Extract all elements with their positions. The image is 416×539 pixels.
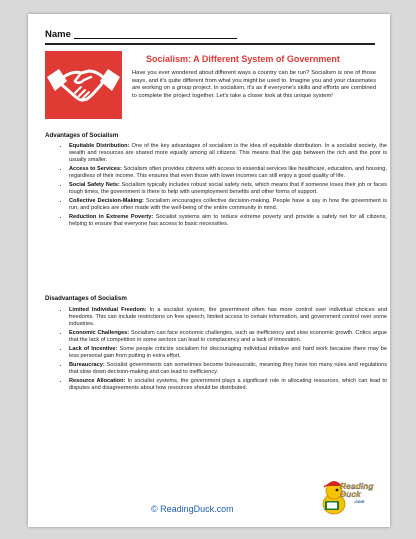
list-item [69, 378, 387, 392]
list-item [69, 330, 387, 344]
name-field [45, 29, 237, 40]
list-item [69, 166, 387, 180]
list-item [69, 214, 387, 228]
item-text: Socialism often provides citizens with access to essential services like healthcare, education, and housing, regardless of their income. This ensures that even those with lower incomes can still enjoy a good quality of life. [69, 166, 387, 180]
item-text: One of the key advantages of socialism is the idea of equitable distribution. In a socialist society, the wealth and resources are shared more equally among all citizens. This means that the gap between the rich and the poor is usually smaller. [69, 143, 387, 164]
item-text: In a socialist system, the government often has more control over individual choices and freedoms. This can include restrictions on free speech, limited access to certain information, and government control over some industries. [69, 307, 387, 328]
header-divider [45, 43, 375, 45]
readingduck-logo [340, 482, 374, 506]
item-text: Socialism typically includes robust social safety nets, which means that if someone loses their job or faces tough times, the government is there to help with unemployment benefits and other forms of support. [69, 181, 387, 196]
list-item [69, 182, 387, 196]
item-term: Collective Decision-Making: [69, 197, 144, 204]
advantages-heading: Advantages of Socialism [45, 132, 119, 139]
item-term: Limited Individual Freedom: [69, 307, 147, 313]
item-text: In socialist systems, the government plays a significant role in allocating resources, which can lead to disputes and disagreements about how resources should be distributed. [69, 377, 387, 391]
copyright-link[interactable]: © ReadingDuck.com [151, 504, 234, 514]
item-term: Economic Challenges: [69, 330, 130, 337]
item-text: Socialism can face economic challenges, such as inefficiency and slow economic growth. Critics argue that the lack of competition in some sectors can lead to complacency and a lack of innovation. [69, 330, 388, 344]
item-term: Access to Services: [69, 166, 122, 173]
logo-word-com: .com [354, 499, 365, 504]
list-item [69, 346, 387, 360]
item-term: Bureaucracy: [69, 361, 105, 368]
list-item [69, 143, 387, 164]
item-term: Equitable Distribution: [69, 143, 130, 149]
item-term: Resource Allocation: [69, 377, 126, 384]
item-term: Social Safety Nets: [69, 181, 120, 188]
item-term: Lack of Incentive: [69, 345, 118, 352]
article-title: Socialism: A Different System of Government [146, 54, 340, 64]
advantages-list [58, 143, 387, 230]
item-text: Socialism encourages collective decision-making. People have a say in how the government is run, and policies are often made with the well-being of the entire community in mind. [69, 197, 388, 212]
worksheet-page [28, 14, 390, 527]
logo-word-reading: Reading [340, 481, 374, 491]
disadvantages-heading: Disadvantages of Socialism [45, 295, 127, 302]
disadvantages-list [58, 307, 387, 394]
intro-paragraph: Have you ever wondered about different ways a country can be run? Socialism is one of those ways, and it's quite different from what you might be used to. Imagine you and your classmates are working on a group project. In socialism, it's as if everyone's skills and efforts are combined to complete the project together. Let's take a closer look at this unique system! [132, 70, 376, 99]
name-label: Name [45, 29, 71, 40]
list-item [69, 198, 387, 212]
name-blank-line[interactable] [74, 37, 237, 39]
list-item [69, 307, 387, 328]
item-text: Socialist systems aim to reduce extreme poverty and provide a safety net for all citizens, helping to ensure that everyone has access to basic necessities. [69, 213, 387, 227]
logo-word-duck: Duck [340, 489, 361, 499]
list-item [69, 362, 387, 376]
handshake-icon [45, 51, 122, 119]
item-text: Socialist governments can sometimes become bureaucratic, meaning they have too many rules and regulations that slow down decision-making and can lead to inefficiency. [69, 361, 387, 376]
item-term: Reduction in Extreme Poverty: [69, 213, 154, 220]
item-text: Some people criticize socialism for discouraging individual initiative and hard work because there may be less personal gain from putting in extra effort. [69, 345, 387, 360]
